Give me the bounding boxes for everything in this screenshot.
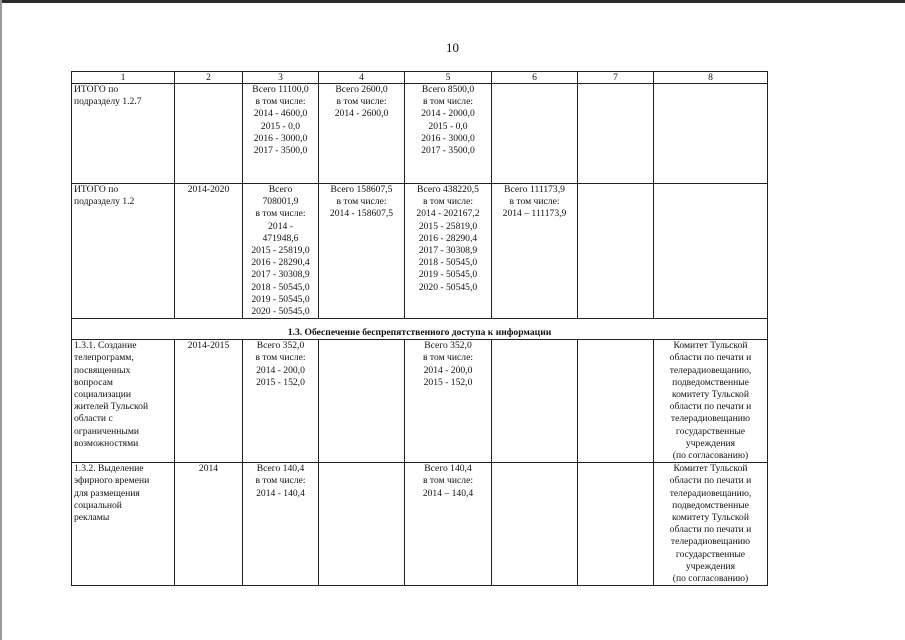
cell-line: Всего 438220,5	[417, 184, 479, 195]
cell-line: 2014 – 140,4	[422, 487, 474, 499]
executor-cell	[654, 340, 768, 463]
cell-line: телепрограмм,	[74, 352, 134, 364]
period-cell: 2014-2020	[175, 184, 243, 319]
scan-edge-left	[0, 0, 2, 640]
cell-line: в том числе:	[422, 475, 473, 487]
cell-line: жителей Тульской	[74, 401, 149, 413]
cell-line: 2018 - 50545,0	[418, 257, 478, 269]
cell-line: 2014 -	[268, 220, 293, 232]
cell-line: 2015 - 152,0	[256, 376, 305, 388]
funding-cell-6	[492, 84, 578, 184]
cell-line: 2017 - 3500,0	[421, 145, 475, 157]
name-cell	[72, 184, 175, 319]
cell-line: ИТОГО по	[74, 84, 119, 95]
funding-cell-6	[492, 463, 578, 586]
cell-line: Комитет Тульской	[673, 463, 748, 475]
name-cell	[72, 340, 175, 463]
header-row	[72, 72, 768, 84]
cell-line: 2014 - 140,4	[256, 487, 305, 499]
funding-cell-7	[578, 184, 654, 319]
header-cell: 4	[319, 72, 405, 84]
funding-cell-6	[492, 340, 578, 463]
cell-line: комитету Тульской	[672, 389, 749, 401]
funding-cell-5	[405, 463, 492, 586]
cell-line: 2015 - 0,0	[428, 120, 468, 132]
cell-line: области по печати и	[669, 352, 752, 364]
funding-cell-4	[319, 463, 405, 586]
cell-line: в том числе:	[255, 208, 306, 220]
cell-line: в том числе:	[255, 96, 306, 108]
header-cell: 7	[578, 72, 654, 84]
header-cell: 5	[405, 72, 492, 84]
header-cell: 2	[175, 72, 243, 84]
total-cell	[243, 463, 319, 586]
cell-line: эфирного времени	[74, 475, 150, 487]
cell-line: вопросам	[74, 376, 113, 388]
cell-line: 2017 - 30308,9	[418, 245, 478, 257]
cell-line: 2014 - 200,0	[256, 364, 305, 376]
executor-cell	[654, 463, 768, 586]
header-cell: 6	[492, 72, 578, 84]
cell-line: в том числе:	[422, 96, 473, 108]
name-cell	[72, 463, 175, 586]
cell-line: 2016 - 3000,0	[421, 132, 475, 144]
cell-line: учреждения	[685, 437, 736, 449]
period-cell	[175, 84, 243, 184]
cell-line: Всего 352,0	[256, 340, 305, 352]
funding-cell-5	[405, 340, 492, 463]
cell-line: Всего 140,4	[424, 463, 472, 475]
cell-line: 2015 - 25819,0	[251, 245, 310, 257]
cell-line: области по печати и	[669, 401, 752, 413]
cell-line: 2016 - 28290,4	[418, 232, 478, 244]
cell-line: 1.3.2. Выделение	[74, 463, 144, 475]
cell-line: 2014 - 2000,0	[421, 108, 475, 120]
cell-line: 708001,9	[262, 196, 299, 208]
funding-cell-4	[319, 84, 405, 184]
cell-line: телерадиовещанию,	[669, 487, 752, 499]
cell-line: 2019 - 50545,0	[251, 293, 310, 305]
table-row	[72, 184, 768, 319]
total-cell	[243, 340, 319, 463]
cell-line: Всего 11100,0	[252, 84, 309, 95]
cell-line: 2015 - 0,0	[260, 120, 301, 132]
cell-line: Всего 352,0	[424, 340, 472, 352]
cell-line: 2015 - 25819,0	[418, 220, 478, 232]
cell-line: в том числе:	[336, 196, 387, 208]
period-cell: 2014-2015	[175, 340, 243, 463]
cell-line: области с	[74, 413, 113, 425]
period-cell: 2014	[175, 463, 243, 586]
cell-line: Всего 158607,5	[330, 184, 393, 195]
cell-line: телерадиовещанию	[670, 536, 751, 548]
cell-line: телерадиовещанию	[670, 413, 751, 425]
cell-line: Всего 111173,9	[504, 184, 565, 195]
executor-cell	[654, 84, 768, 184]
executor-cell	[654, 184, 768, 319]
cell-line: 2017 - 3500,0	[253, 145, 308, 157]
cell-line: (по согласованию)	[672, 450, 749, 462]
cell-line: 2014 – 111173,9	[502, 208, 567, 220]
cell-line: государственные	[675, 425, 746, 437]
table-row	[72, 463, 768, 586]
cell-line: в том числе:	[422, 352, 473, 364]
cell-line: 2014 - 2600,0	[334, 108, 389, 120]
page-number: 10	[446, 40, 459, 55]
cell-line: учреждения	[685, 560, 736, 572]
header-cell: 1	[72, 72, 175, 84]
cell-line: Всего 2600,0	[335, 84, 388, 95]
cell-line: социализации	[74, 389, 132, 401]
cell-line: 2014 - 4600,0	[253, 108, 308, 120]
cell-line: подведомственные	[672, 499, 749, 511]
total-cell	[243, 84, 319, 184]
cell-line: 2019 - 50545,0	[418, 269, 478, 281]
funding-cell-5	[405, 184, 492, 319]
cell-line: 2016 - 28290,4	[251, 257, 310, 269]
cell-line: в том числе:	[509, 196, 560, 208]
cell-line: Всего 8500,0	[421, 84, 475, 95]
funding-cell-7	[578, 340, 654, 463]
cell-line: области по печати и	[669, 524, 752, 536]
funding-cell-7	[578, 84, 654, 184]
cell-line: 2016 - 3000,0	[253, 132, 308, 144]
cell-line: (по согласованию)	[672, 573, 749, 585]
cell-line: 2018 - 50545,0	[251, 281, 310, 293]
section-row	[72, 319, 768, 340]
cell-line: 2014 - 158607,5	[329, 208, 394, 220]
cell-line: ИТОГО по	[74, 184, 119, 195]
cell-line: в том числе:	[336, 96, 387, 108]
scan-edge-top	[0, 0, 905, 3]
cell-line: возможностями	[74, 437, 139, 449]
cell-line: для размещения	[74, 487, 140, 499]
table-row	[72, 84, 768, 184]
header-cell: 3	[243, 72, 319, 84]
cell-line: подразделу 1.2.7	[74, 96, 142, 108]
cell-line: подразделу 1.2	[74, 196, 135, 208]
total-cell	[243, 184, 319, 319]
cell-line: Всего 140,4	[256, 463, 305, 475]
cell-line: комитету Тульской	[672, 512, 749, 524]
cell-line: ограниченными	[74, 425, 140, 437]
header-cell: 8	[654, 72, 768, 84]
cell-line: посвященных	[74, 364, 131, 376]
section-title: 1.3. Обеспечение беспрепятственного доступа к информации	[72, 319, 768, 340]
funding-cell-4	[319, 340, 405, 463]
funding-cell-6	[492, 184, 578, 319]
cell-line: 2014 - 200,0	[423, 364, 473, 376]
cell-line: социальной	[74, 499, 122, 511]
cell-line: рекламы	[74, 512, 110, 524]
funding-cell-4	[319, 184, 405, 319]
cell-line: 2014 - 202167,2	[416, 208, 480, 220]
cell-line: 2015 - 152,0	[423, 376, 473, 388]
cell-line: 2020 - 50545,0	[251, 306, 310, 318]
cell-line: телерадиовещанию,	[669, 364, 752, 376]
cell-line: подведомственные	[672, 376, 749, 388]
table-row	[72, 340, 768, 463]
funding-cell-5	[405, 84, 492, 184]
cell-line: в том числе:	[255, 352, 306, 364]
name-cell	[72, 84, 175, 184]
program-table	[71, 71, 768, 586]
cell-line: Комитет Тульской	[673, 340, 748, 352]
funding-cell-7	[578, 463, 654, 586]
cell-line: 2017 - 30308,9	[251, 269, 310, 281]
cell-line: области по печати и	[669, 475, 752, 487]
cell-line: Всего	[268, 184, 293, 195]
cell-line: в том числе:	[422, 196, 473, 208]
cell-line: 2020 - 50545,0	[418, 281, 478, 293]
cell-line: в том числе:	[255, 475, 306, 487]
cell-line: государственные	[675, 548, 746, 560]
cell-line: 1.3.1. Создание	[74, 340, 137, 352]
cell-line: 471948,6	[262, 232, 299, 244]
